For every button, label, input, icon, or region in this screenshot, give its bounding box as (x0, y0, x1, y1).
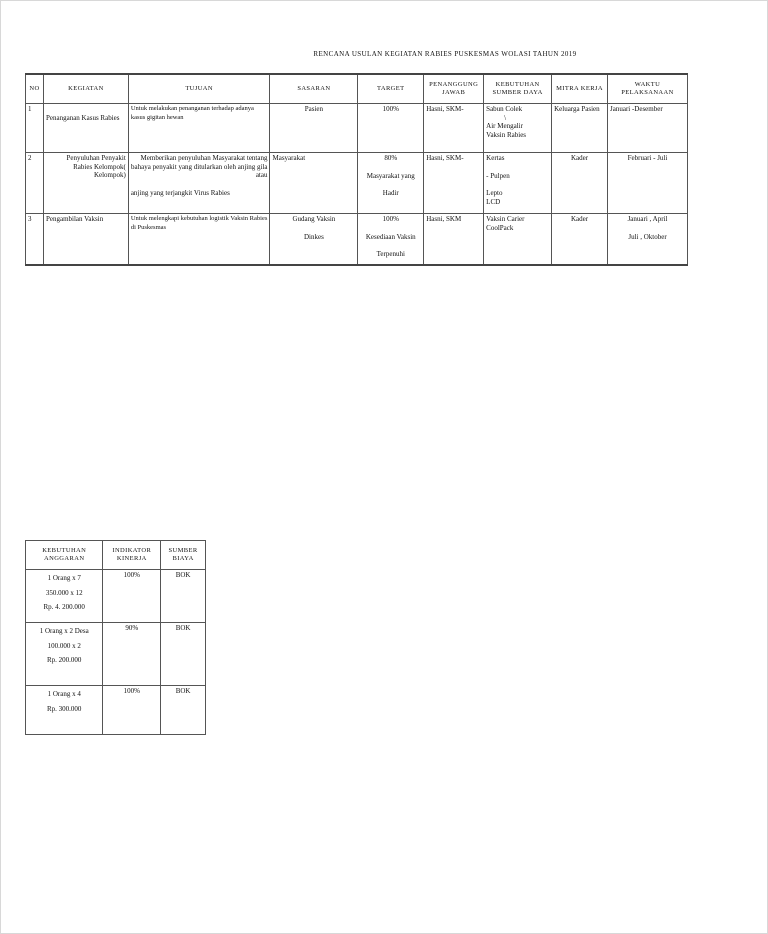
anggaran-line: Rp. 200.000 (47, 656, 82, 664)
header-tujuan: TUJUAN (128, 74, 270, 104)
cell-indikator: 100% (103, 570, 161, 623)
cell-penanggung-jawab: Hasni, SKM (424, 214, 484, 266)
target-text: 80% (384, 154, 398, 162)
cell-kegiatan: Pengambilan Vaksin (43, 214, 128, 266)
cell-kebutuhan (484, 104, 552, 153)
cell-penanggung-jawab: Hasni, SKM- (424, 104, 484, 153)
kebutuhan-item: \ (504, 113, 507, 122)
budget-header-row (26, 541, 206, 570)
cell-sumber-biaya: BOK (161, 570, 206, 623)
target-text: Hadir (382, 189, 399, 197)
cell-sasaran: Masyarakat (270, 153, 358, 214)
cell-indikator: 90% (103, 623, 161, 686)
header-target: TARGET (358, 74, 424, 104)
cell-target: 100% (358, 104, 424, 153)
cell-sasaran (270, 214, 358, 266)
header-indikator-kinerja: INDIKATOR KINERJA (103, 541, 161, 570)
header-penanggung-jawab: PENANGGUNG JAWAB (424, 74, 484, 104)
table-row (26, 214, 688, 266)
target-text: 100% (382, 215, 399, 223)
header-kegiatan: KEGIATAN (43, 74, 128, 104)
cell-no: 1 (26, 104, 44, 153)
activity-plan-table (25, 73, 688, 266)
header-mitra-kerja: MITRA KERJA (552, 74, 608, 104)
table-header-row (26, 74, 688, 104)
cell-indikator: 100% (103, 686, 161, 735)
cell-target (358, 153, 424, 214)
target-text: Masyarakat yang (366, 171, 415, 180)
kebutuhan-item: Vaksin Rabies (486, 130, 527, 139)
cell-waktu: Februari - Juli (608, 153, 688, 214)
kegiatan-text: Penanganan Kasus Rabies (45, 114, 120, 122)
cell-kegiatan: Penyuluhan Penyakit Rabies Kelompok( Kelompok) (43, 153, 128, 214)
kebutuhan-item: CoolPack (486, 223, 514, 232)
table-row (26, 153, 688, 214)
kebutuhan-item: Air Mengalir (486, 122, 523, 130)
cell-kebutuhan (484, 214, 552, 266)
kebutuhan-item: Vaksin Carier (486, 215, 525, 223)
kebutuhan-item: LCD (486, 197, 501, 206)
cell-kebutuhan-anggaran (26, 686, 103, 735)
header-waktu-pelaksanaan: WAKTU PELAKSANAAN (608, 74, 688, 104)
kebutuhan-item: Lepto (486, 189, 503, 197)
cell-sumber-biaya: BOK (161, 623, 206, 686)
cell-mitra-kerja: Keluarga Pasien (552, 104, 608, 153)
header-kebutuhan-sumber-daya: KEBUTUHAN SUMBER DAYA (484, 74, 552, 104)
budget-row (26, 623, 206, 686)
cell-tujuan: Untuk melengkapi kebutuhan logistik Vaksin Rabies di Puskesmas (128, 214, 270, 266)
target-text: Terpenuhi (376, 250, 405, 258)
kebutuhan-item: Kertas (486, 154, 505, 162)
budget-table (25, 540, 206, 735)
anggaran-line: Rp. 4. 200.000 (43, 603, 85, 611)
anggaran-line: 1 Orang x 4 (47, 690, 81, 698)
table-row (26, 104, 688, 153)
budget-row (26, 570, 206, 623)
cell-penanggung-jawab: Hasni, SKM- (424, 153, 484, 214)
cell-kebutuhan-anggaran (26, 570, 103, 623)
header-no: NO (26, 74, 44, 104)
cell-target (358, 214, 424, 266)
budget-row (26, 686, 206, 735)
cell-kegiatan (43, 104, 128, 153)
cell-tujuan: Untuk melakukan penanganan terhadap adanya kasus gigitan hewan (128, 104, 270, 153)
cell-sumber-biaya: BOK (161, 686, 206, 735)
tujuan-text: anjing yang terjangkit Virus Rabies (130, 188, 230, 197)
cell-waktu (608, 214, 688, 266)
header-sumber-biaya: SUMBER BIAYA (161, 541, 206, 570)
header-sasaran: SASARAN (270, 74, 358, 104)
anggaran-line: 350.000 x 12 (45, 588, 83, 597)
anggaran-line: Rp. 300.000 (47, 704, 82, 713)
header-kebutuhan-anggaran: KEBUTUHAN ANGGARAN (26, 541, 103, 570)
cell-tujuan (128, 153, 270, 214)
cell-no: 3 (26, 214, 44, 266)
cell-mitra-kerja: Kader (552, 214, 608, 266)
anggaran-line: 1 Orang x 7 (47, 574, 81, 582)
cell-sasaran: Pasien (270, 104, 358, 153)
waktu-text: Juli , Oktober (628, 232, 667, 241)
cell-no: 2 (26, 153, 44, 214)
kebutuhan-item: - Pulpen (486, 171, 510, 180)
kebutuhan-item: Sabun Colek (486, 105, 523, 113)
cell-mitra-kerja: Kader (552, 153, 608, 214)
anggaran-line: 1 Orang x 2 Desa (39, 627, 89, 635)
tujuan-text: Memberikan penyuluhan Masyarakat tentang bahaya penyakit yang ditularkan oleh anjing gila atau (131, 154, 268, 179)
cell-waktu: Januari -Desember (608, 104, 688, 153)
sasaran-text: Gudang Vaksin (292, 215, 336, 223)
waktu-text: Januari , April (627, 215, 668, 223)
cell-kebutuhan (484, 153, 552, 214)
cell-kebutuhan-anggaran (26, 623, 103, 686)
target-text: Kesediaan Vaksin (365, 232, 416, 241)
sasaran-text: Dinkes (303, 232, 324, 241)
anggaran-line: 100.000 x 2 (47, 641, 81, 650)
document-title: RENCANA USULAN KEGIATAN RABIES PUSKESMAS WOLASI TAHUN 2019 (313, 50, 577, 58)
